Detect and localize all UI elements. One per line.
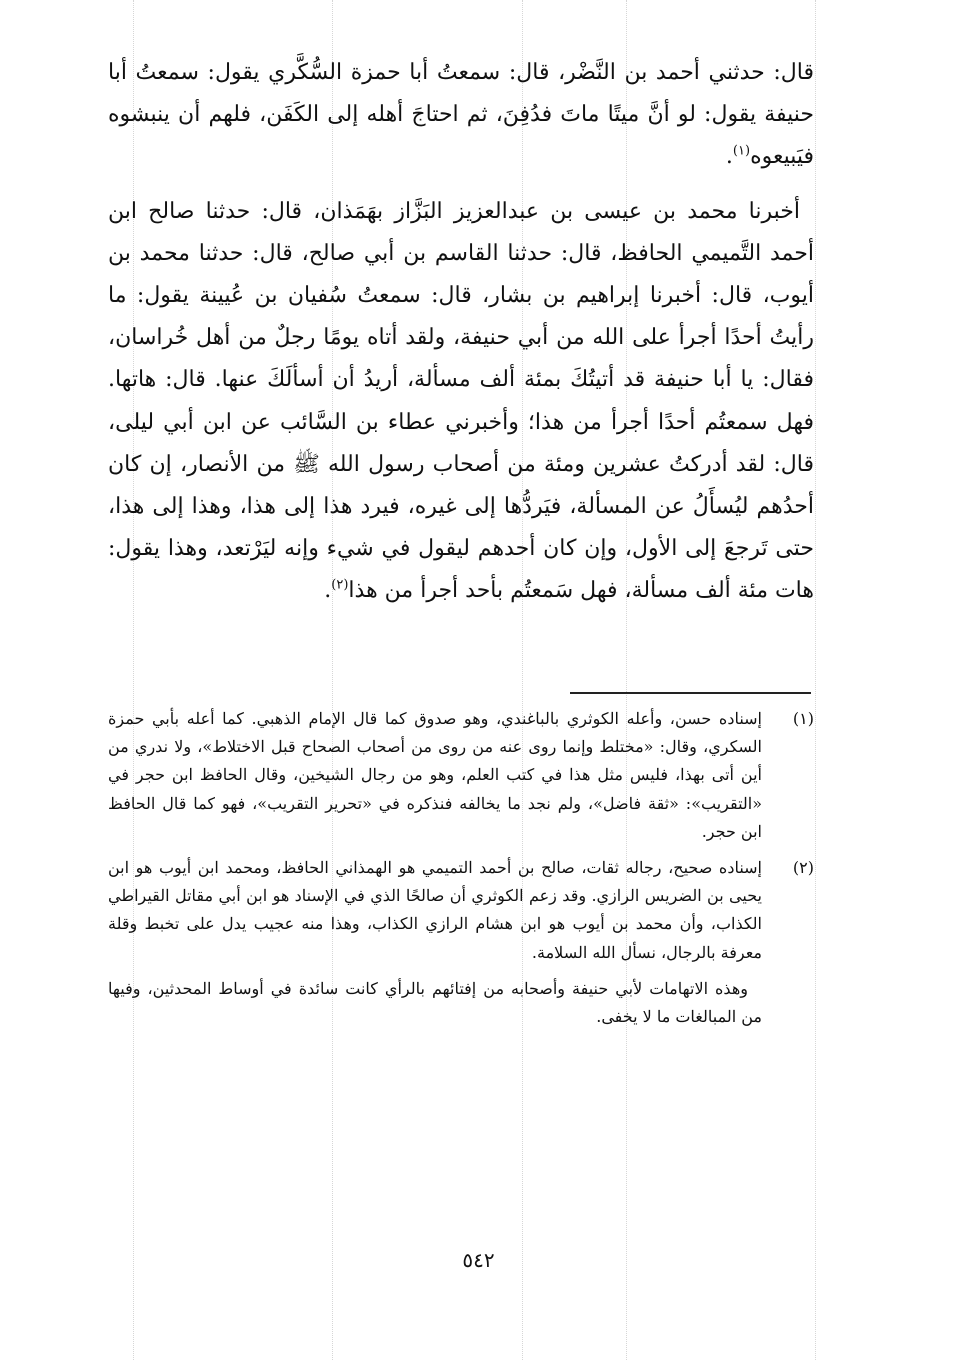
paragraph-2-text: أخبرنا محمد بن عيسى بن عبدالعزيز البَزَّاز بهَمَذان، قال: حدثنا صالح ابن أحمد التَّميمي الحافظ، قال: حدثنا القاسم بن أبي صالح، قال: حدثنا محمد بن أيوب، قال: أخبرنا إبراهيم بن بشار، قال: سمعتُ سُفيان بن عُيينة يقول: ما رأيتُ أحدًا أجرأ على الله من أبي حنيفة، ولقد أتاه يومًا رجلٌ من أهل خُراسان، فقال: يا أبا حنيفة قد أتيتُكَ بمئة ألف مسألة، أريدُ أن أسألَكَ عنها. قال: هاتها. فهل سمعتُم أحدًا أجرأ من هذا؛ وأخبرني عطاء بن السَّائب عن ابن أبي ليلى، قال: لقد أدركتُ عشرين ومئة من أصحاب رسول الله ﷺ من الأنصار، إن كان أحدُهم ليُسأَلُ عن المسألة، فيَردُّها إلى غيره، فيرد هذا إلى هذا، وهذا إلى هذا، حتى تَرجعَ إلى الأول، وإن كان أحدهم ليقول في شيء وإنه ليَرْتعد، وهذا يقول: هات مئة ألف مسألة، فهل سَمعتُم بأحد أجرأ من هذا [108, 198, 814, 604]
paragraph-1 [108, 52, 814, 179]
footnote-number: (١) [792, 709, 814, 728]
footnote-1 [108, 705, 814, 846]
footnote-2 [108, 854, 814, 967]
footnote-text: إسناده صحيح، رجاله ثقات، صالح بن أحمد التميمي هو الهمذاني الحافظ، ومحمد ابن أيوب هو ابن يحيى بن الضريس الرازي. وقد زعم الكوثري أن صالحًا الذي في الإسناد هو ابن أبي مقاتل القيراطي الكذاب، وأن محمد بن أيوب هو ابن هشام الرازي الكذاب، وهذا منه عجيب يدل على تخبط وقلة معرفة بالرجال، نسأل الله السلامة. [108, 858, 762, 962]
footnote-extra-paragraph: وهذه الاتهامات لأبي حنيفة وأصحابه من إفتائهم بالرأي كانت سائدة في أوساط المحدثين، وفيها من المبالغات ما لا يخفى. [108, 978, 762, 1027]
footnote-number: (٢) [792, 858, 814, 878]
paragraph-1-text: قال: حدثني أحمد بن النَّضْر، قال: سمعتُ أبا حمزة السُّكَّري يقول: سمعتُ أبا حنيفة يقول: لو أنَّ ميتًا ماتَ فدُفِنَ، ثم احتاجَ أهله إلى الكَفَن، فلهم أن ينبشوه فيَبيعوه [108, 60, 814, 170]
footnote-text: إسناده حسن، وأعله الكوثري بالباغندي، وهو صدوق كما قال الإمام الذهبي. كما أعله بأبي حمزة السكري، وقال: «مختلط وإنما روى عنه من روى من أصحاب الصحاح قبل الاختلاط»، ولا ندري من أين أتى بهذا، فليس مثل هذا في كتب العلم، وهو من رجال الشيخين، وقال الحافظ ابن حجر في «التقريب»: «ثقة فاضل»، ولم نجد ما يخالفه فنذكره في «تحرير التقريب»، فهو كما قال الحافظ ابن حجر. [108, 709, 762, 841]
guide-line [815, 0, 816, 1360]
paragraph-2 [108, 191, 814, 613]
main-text [108, 52, 814, 613]
footnote-divider [570, 692, 811, 694]
footnote-ref-1: (١) [732, 144, 751, 160]
paragraph-1-end: . [725, 144, 733, 170]
page-body [108, 52, 814, 613]
footnotes [108, 705, 814, 1031]
footnote-ref-2: (٢) [331, 578, 349, 594]
paragraph-2-end: . [324, 578, 332, 604]
page-number: ٥٤٢ [462, 1248, 495, 1272]
